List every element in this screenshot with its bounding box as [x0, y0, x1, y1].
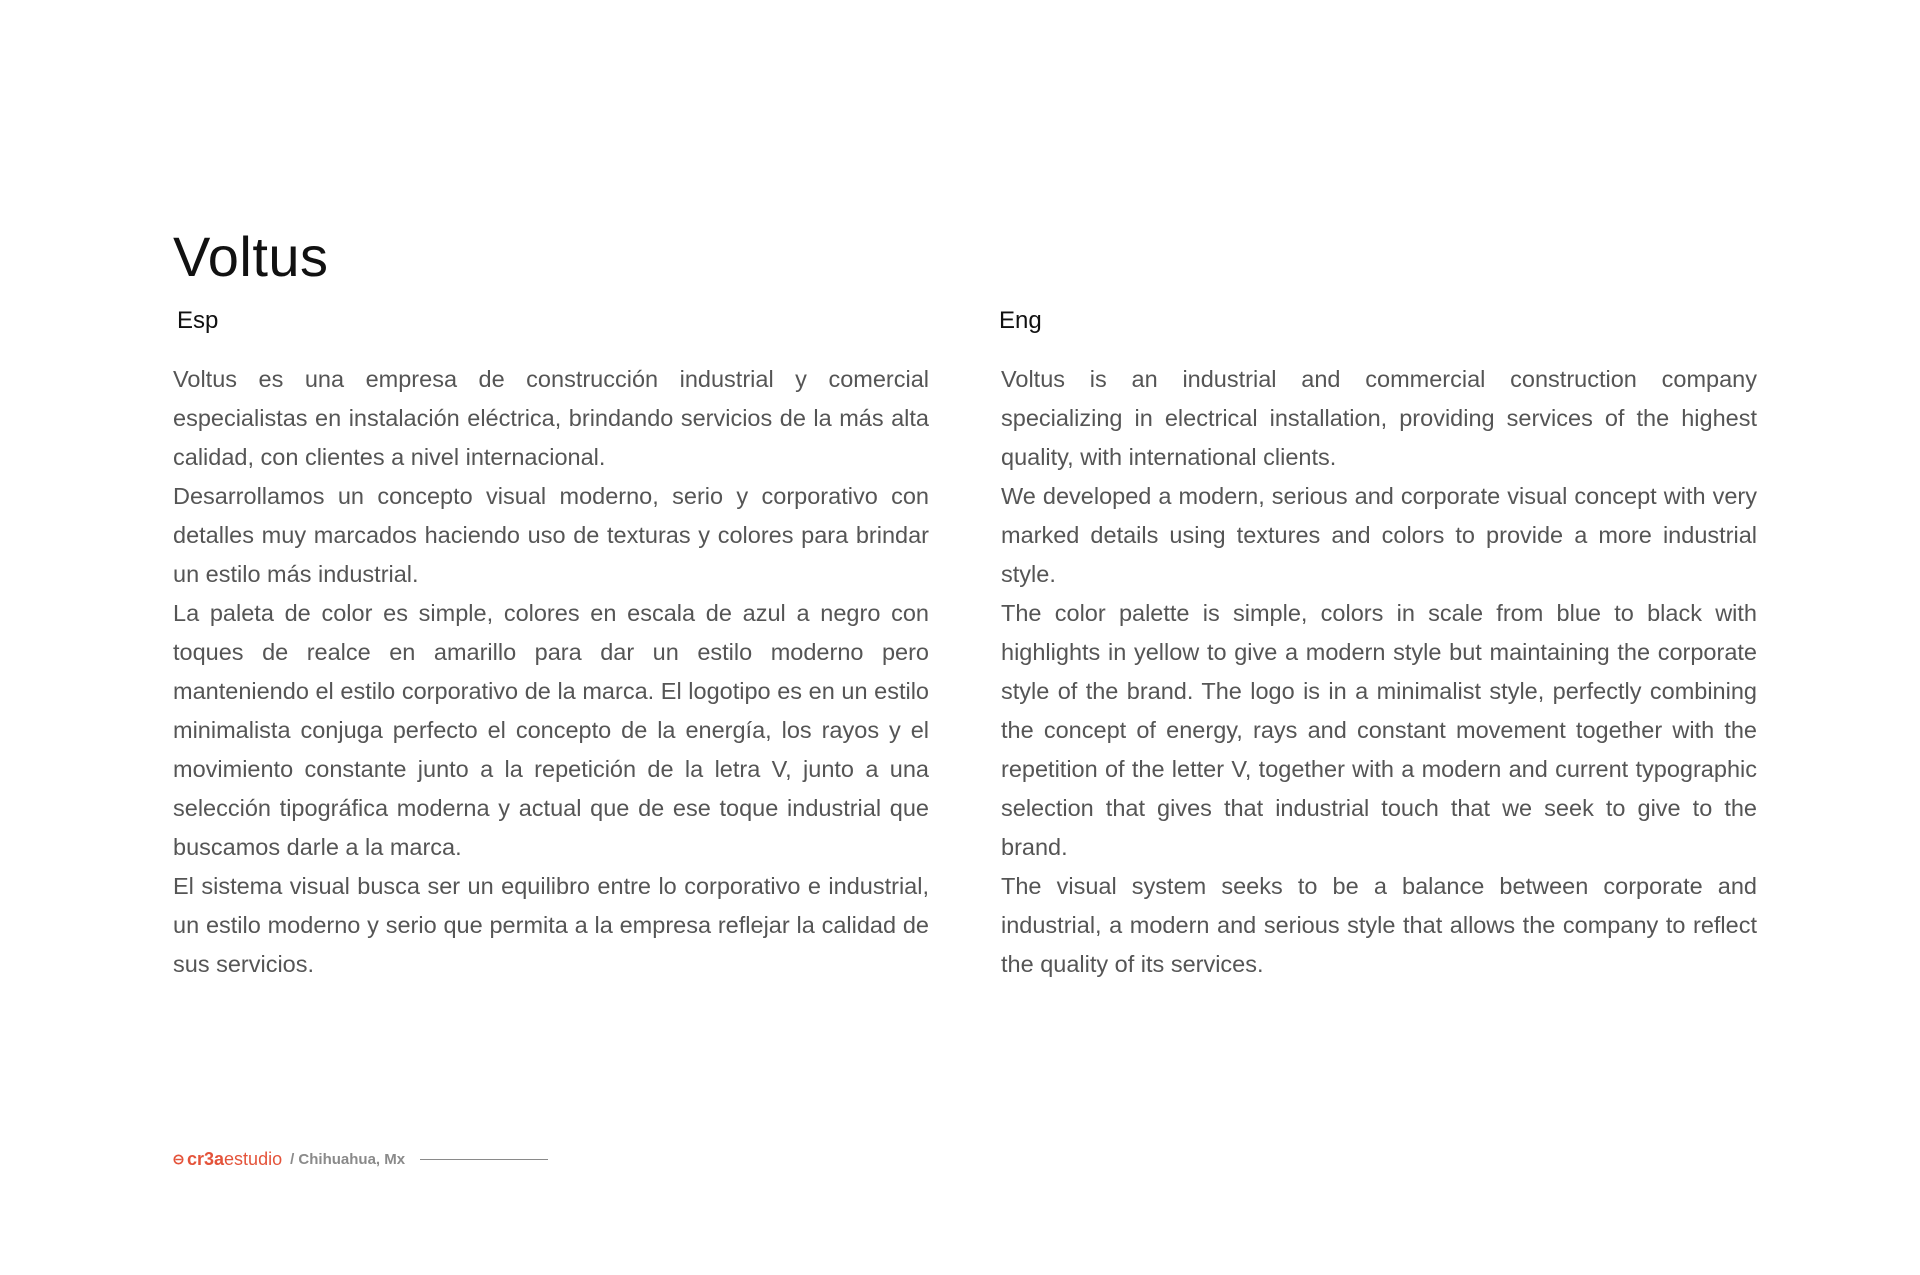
spanish-column — [173, 306, 929, 984]
esp-paragraph-3: La paleta de color es simple, colores en escala de azul a negro con toques de realce en amarillo para dar un estilo moderno pero manteniendo el estilo corporativo de la marca. El logotipo es en un estilo minimalista conjuga perfecto el concepto de la energía, los rayos y el movimiento constante junto a la repetición de la letra V, junto a una selección tipográfica moderna y actual que de ese toque industrial que buscamos darle a la marca. — [173, 600, 929, 860]
eng-paragraph-2: We developed a modern, serious and corporate visual concept with very marked details using textures and colors to provide a more industrial style. — [1001, 483, 1757, 587]
esp-paragraph-1: Voltus es una empresa de construcción industrial y comercial especialistas en instalación eléctrica, brindando servicios de la más alta calidad, con clientes a nivel internacional. — [173, 366, 929, 470]
esp-paragraph-4: El sistema visual busca ser un equilibro entre lo corporativo e industrial, un estilo moderno y serio que permita a la empresa reflejar la calidad de sus servicios. — [173, 873, 929, 977]
english-column — [1001, 306, 1757, 984]
page-title: Voltus — [173, 225, 329, 288]
eng-paragraph-3: The color palette is simple, colors in scale from blue to black with highlights in yellow to give a modern style but maintaining the corporate style of the brand. The logo is in a minimalist style, perfectly combining the concept of energy, rays and constant movement together with the repetition of the letter V, together with a modern and current typographic selection that gives that industrial touch that we seek to give to the brand. — [1001, 600, 1757, 860]
footer-divider — [420, 1159, 548, 1160]
brand-name-secondary: estudio — [224, 1148, 283, 1169]
esp-paragraph-2: Desarrollamos un concepto visual moderno, serio y corporativo con detalles muy marcados haciendo uso de texturas y colores para brindar un estilo más industrial. — [173, 483, 929, 587]
eng-label: Eng — [999, 307, 1042, 334]
footer-location: / Chihuahua, Mx — [290, 1150, 406, 1168]
crea-logo-icon — [173, 1154, 184, 1165]
footer — [173, 1148, 548, 1170]
esp-label: Esp — [177, 307, 219, 334]
brand-name-primary: cr3a — [187, 1148, 225, 1169]
eng-paragraph-4: The visual system seeks to be a balance between corporate and industrial, a modern and serious style that allows the company to reflect the quality of its services. — [1001, 873, 1757, 977]
eng-paragraph-1: Voltus is an industrial and commercial construction company specializing in electrical installation, providing services of the highest quality, with international clients. — [1001, 366, 1757, 470]
